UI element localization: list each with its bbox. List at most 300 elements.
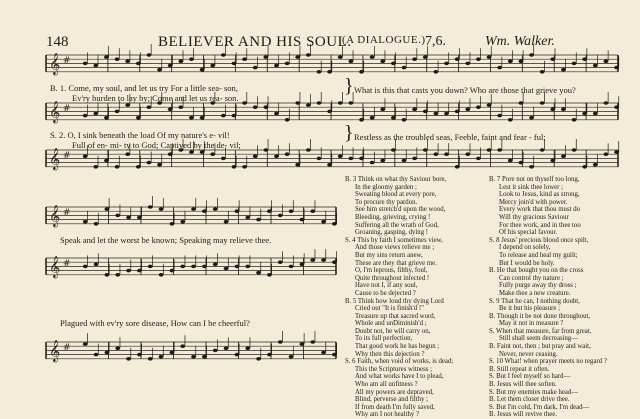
note-head [170, 351, 175, 355]
note-head [433, 112, 438, 116]
note-head [221, 114, 226, 118]
note-head [380, 108, 385, 112]
verse-line: Will thy gracious Saviour [499, 213, 569, 221]
note-head [604, 152, 609, 156]
verse-line: S. But I'm cold, I'm dark, I'm dead— [489, 403, 590, 411]
note-head [191, 265, 196, 269]
note-head [256, 271, 261, 275]
verse-line: Bleeding, grieving, crying ! [355, 213, 431, 221]
note-head [202, 209, 207, 213]
note-head [170, 222, 175, 226]
verse-line: This the Scriptures witness ; [355, 365, 433, 373]
verse-line: Suffering all the wrath of God, [355, 221, 439, 229]
note-head [105, 273, 110, 277]
note-head [300, 263, 305, 267]
note-head [380, 159, 385, 163]
note-head [148, 265, 153, 269]
note-head [391, 148, 396, 152]
clef-icon: 𝄞 [49, 256, 61, 278]
verse-line: Still shall seem decreasing— [499, 335, 579, 343]
note-head [235, 265, 240, 269]
note-head [593, 64, 598, 68]
verse-line: S. 6 Faith, when void of works, is dead; [345, 358, 454, 366]
note-head [253, 105, 258, 109]
verse-line: S. But my enemies make head— [489, 388, 579, 396]
note-head [115, 165, 120, 169]
note-head [300, 342, 305, 346]
verse-line: Why am I not healthy ? [355, 411, 419, 419]
verse-line: Can control thy nature ; [499, 274, 564, 282]
note-head [348, 60, 353, 64]
page-number: 148 [46, 34, 69, 50]
note-head [317, 101, 322, 105]
verse-line: Lest it sink thee lower ; [499, 183, 563, 191]
lyric-line: Full of en- mi- ty to God; Captived by the de- vil; [72, 140, 241, 150]
note-head [221, 157, 226, 161]
lyric-line: Ev'ry burden to lay by; Come and let us rea- son. [72, 93, 239, 103]
note-head [359, 118, 364, 122]
note-head [202, 355, 207, 359]
verse-line: But I would be holy. [499, 259, 555, 267]
note-head [593, 163, 598, 167]
verse-line: Whole and unDiminish'd ; [355, 320, 427, 328]
note-head [508, 60, 513, 64]
note-head [221, 53, 226, 57]
note-head [115, 57, 120, 61]
note-head [497, 114, 502, 118]
verse-line: If from death I'm fully saved, [355, 403, 435, 411]
note-head [83, 265, 88, 269]
note-head [317, 70, 322, 74]
note-head [232, 165, 237, 169]
verse-line: S. 4 This by faith I sometimes view, [345, 236, 443, 244]
note-head [614, 66, 619, 70]
note-head [321, 258, 326, 262]
note-head [540, 101, 545, 105]
note-head [147, 53, 152, 57]
note-head [267, 353, 272, 357]
note-head [189, 116, 194, 120]
verse-line: Why then this dejection ? [355, 350, 425, 358]
hymn-title: BELIEVER AND HIS SOUL. [158, 34, 352, 50]
verse-line: S. 8 Jesus' precious blood once spilt, [489, 236, 589, 244]
lyric-line: B. 1. Come, my soul, and let us try For a little sea- son, [50, 83, 238, 93]
note-head [550, 159, 555, 163]
note-head [126, 357, 131, 361]
note-head [476, 57, 481, 61]
note-head [359, 157, 364, 161]
note-head [232, 62, 237, 66]
verse-line: Every work that thou must do [499, 206, 580, 214]
note-head [245, 265, 250, 269]
lyric-line: S. 2. O, I sink beneath the load Of my nature's e- vil! [50, 130, 230, 140]
note-head [444, 152, 449, 156]
note-head [178, 60, 183, 64]
verse-line: Make thee a new creature. [499, 289, 571, 297]
key-signature-icon: # [63, 104, 71, 114]
verse-line: Of his special favour. [499, 229, 558, 237]
note-head [295, 55, 300, 59]
note-head [235, 353, 240, 357]
note-head [519, 60, 524, 64]
note-head [529, 116, 534, 120]
note-head [213, 207, 218, 211]
hymn-subtitle: (A DIALOGUE.) [342, 34, 426, 46]
note-head [433, 70, 438, 74]
note-head [321, 220, 326, 224]
note-head [115, 110, 120, 114]
clef-icon: 𝄞 [49, 101, 61, 123]
verse-line: S. When that measure, far from great, [489, 327, 592, 335]
verse-line: O, I'm leprous, filthy, foul, [355, 267, 428, 275]
lyric-line: Speak and let the worst be known; Speaking may relieve thee. [60, 235, 272, 245]
note-head [497, 148, 502, 152]
verse-line: Who am all unfitness ? [355, 381, 418, 389]
key-signature-icon: # [63, 151, 71, 161]
verse-line: I depend on solely, [499, 244, 551, 252]
note-head [104, 55, 109, 59]
note-head [180, 265, 185, 269]
note-head [224, 267, 229, 271]
verse-line: B. He that bought you on the cross [489, 267, 584, 275]
note-head [529, 53, 534, 57]
note-head [582, 112, 587, 116]
note-head [412, 108, 417, 112]
note-head [465, 152, 470, 156]
note-head [157, 68, 162, 72]
note-head [189, 150, 194, 154]
note-head [224, 347, 229, 351]
note-head [147, 161, 152, 165]
verse-line: May it not in measure ? [499, 320, 564, 328]
note-head [245, 216, 250, 220]
note-head [465, 62, 470, 66]
note-head [338, 101, 343, 105]
note-head [423, 55, 428, 59]
verse-line: Groaning, gasping, dying ! [355, 229, 429, 237]
note-head [332, 222, 337, 226]
verse-line: Cause to be dejected ? [355, 289, 416, 297]
note-head [242, 165, 247, 169]
note-head [93, 112, 98, 116]
note-head [455, 165, 460, 169]
note-head [370, 161, 375, 165]
note-head [202, 265, 207, 269]
note-head [278, 340, 283, 344]
note-head [306, 148, 311, 152]
note-head [582, 165, 587, 169]
verse-line: In the gloomy garden ; [355, 183, 417, 191]
brace-icon: } [344, 75, 354, 97]
note-head [253, 66, 258, 70]
note-head [572, 148, 577, 152]
note-head [115, 273, 120, 277]
lyric-line: Plagued with ev'ry sore disease, How can I be cheerful? [60, 318, 250, 328]
note-head [137, 269, 142, 273]
note-head [285, 118, 290, 122]
note-head [348, 157, 353, 161]
note-head [213, 263, 218, 267]
note-head [125, 152, 130, 156]
note-head [137, 216, 142, 220]
note-head [83, 342, 88, 346]
note-head [433, 152, 438, 156]
note-head [191, 355, 196, 359]
note-head [168, 64, 173, 68]
note-head [253, 155, 258, 159]
note-head [310, 258, 315, 262]
note-head [614, 105, 619, 109]
verse-line: But my sins return anew, [355, 251, 423, 259]
note-head [168, 152, 173, 156]
verse-line: B. 7 Pore not on thyself too long, [489, 176, 580, 183]
note-head [540, 70, 545, 74]
verse-line: Never, never ceasing. [499, 350, 558, 358]
key-signature-icon: # [63, 208, 71, 218]
note-head [391, 62, 396, 66]
note-head [105, 351, 110, 355]
verse-line: S. 10 What! when prayer meets no regard ? [489, 358, 607, 366]
note-head [306, 103, 311, 107]
verse-line: Have not I, if any soul, [355, 282, 418, 290]
note-head [274, 64, 279, 68]
note-head [267, 209, 272, 213]
note-head [289, 209, 294, 213]
verse-line: Doubt not, he will carry on, [355, 327, 431, 335]
note-head [136, 62, 141, 66]
note-head [125, 103, 130, 107]
note-head [561, 108, 566, 112]
note-head [423, 110, 428, 114]
verse-line: B. Faint not, then ; but pray and wait, [489, 343, 591, 351]
note-head [180, 220, 185, 224]
note-head [455, 110, 460, 114]
note-head [104, 159, 109, 163]
note-head [94, 222, 99, 226]
note-head [380, 60, 385, 64]
note-head [582, 57, 587, 61]
note-head [508, 118, 513, 122]
note-head [159, 207, 164, 211]
note-head [487, 103, 492, 107]
note-head [455, 57, 460, 61]
note-head [210, 152, 215, 156]
verse-line: To release and heal my guilt; [499, 251, 578, 259]
note-head [593, 112, 598, 116]
note-head [359, 70, 364, 74]
note-head [105, 207, 110, 211]
note-head [147, 105, 152, 109]
note-head [370, 55, 375, 59]
note-head [200, 116, 205, 120]
note-head [604, 60, 609, 64]
clef-icon: 𝄞 [49, 53, 61, 75]
note-head [289, 265, 294, 269]
note-head [402, 66, 407, 70]
note-head [235, 209, 240, 213]
note-head [519, 161, 524, 165]
verse-line: B. Though it be not done throughout, [489, 312, 591, 320]
note-head [310, 340, 315, 344]
key-signature-icon: # [63, 343, 71, 353]
note-head [295, 163, 300, 167]
note-head [115, 214, 120, 218]
note-head [245, 347, 250, 351]
note-head [561, 68, 566, 72]
note-head [550, 57, 555, 61]
hymn-meter: 7,6. [425, 34, 446, 49]
verse-line: And what works have I to plead, [355, 373, 444, 381]
note-head [256, 218, 261, 222]
note-head [444, 62, 449, 66]
verse-line: Quite throughout infected ! [355, 274, 430, 282]
note-head [178, 105, 183, 109]
note-head [191, 207, 196, 211]
note-head [136, 165, 141, 169]
verse-line: Cried out "It is finish'd !" [355, 305, 424, 313]
note-head [232, 114, 237, 118]
verses-column-2 [489, 176, 607, 419]
verse-line: B. Jesus will thee soften. [489, 381, 557, 389]
note-head [540, 148, 545, 152]
note-head [263, 105, 268, 109]
note-head [200, 68, 205, 72]
note-head [572, 118, 577, 122]
verse-line: Look to Jesus, kind as strong, [499, 191, 580, 199]
note-head [306, 53, 311, 57]
note-head [327, 163, 332, 167]
note-head [338, 55, 343, 59]
note-head [332, 260, 337, 264]
verse-line: B. 5 Think how loud thy dying Lord [345, 297, 444, 305]
note-head [263, 148, 268, 152]
note-head [168, 108, 173, 112]
note-head [391, 116, 396, 120]
note-head [189, 57, 194, 61]
verse-line: All my powers are depraved, [355, 388, 434, 396]
verse-line: See him stretch'd upon the wood, [355, 206, 446, 214]
composer-name: Wm. Walker. [485, 34, 555, 49]
note-head [93, 165, 98, 169]
lyric-line: Restless as the troubled seas, Feeble, faint and fear - ful; [354, 132, 546, 142]
note-head [159, 273, 164, 277]
note-head [497, 66, 502, 70]
verse-line: And those views relieve me ; [355, 244, 435, 252]
note-head [83, 114, 88, 118]
verse-line: Blind, perverse and filthy ; [355, 396, 429, 404]
note-head [332, 353, 337, 357]
note-head [444, 112, 449, 116]
note-head [550, 108, 555, 112]
note-head [423, 148, 428, 152]
note-head [321, 351, 326, 355]
verse-line: These are they that grieve me. [355, 259, 437, 267]
note-head [529, 165, 534, 169]
verse-line: B. Jesus will revive thee. [489, 411, 557, 419]
clef-icon: 𝄞 [49, 340, 61, 362]
note-head [267, 273, 272, 277]
note-head [94, 263, 99, 267]
note-head [148, 205, 153, 209]
note-head [210, 64, 215, 68]
note-head [180, 344, 185, 348]
note-head [137, 353, 142, 357]
note-head [83, 62, 88, 66]
note-head [94, 353, 99, 357]
note-head [476, 105, 481, 109]
note-head [83, 155, 88, 159]
note-head [317, 157, 322, 161]
verse-line: S. But I feel myself so hard— [489, 373, 571, 381]
verse-line: Sweating blood at every pore, [355, 191, 437, 199]
note-head [487, 55, 492, 59]
note-head [285, 62, 290, 66]
note-head [487, 148, 492, 152]
note-head [170, 269, 175, 273]
note-head [370, 116, 375, 120]
note-head [263, 55, 268, 59]
note-head [213, 349, 218, 353]
verse-line: That good work he has begun ; [355, 343, 440, 351]
clef-icon: 𝄞 [49, 148, 61, 170]
note-head [224, 220, 229, 224]
note-head [348, 101, 353, 105]
note-head [278, 260, 283, 264]
lyric-line: What is this that casts you down? Who are those that grieve you? [354, 85, 576, 95]
note-head [242, 57, 247, 61]
note-head [136, 116, 141, 120]
note-head [412, 57, 417, 61]
note-head [327, 110, 332, 114]
note-head [310, 209, 315, 213]
note-head [295, 101, 300, 105]
verse-line: Treasure up that sacred word, [355, 312, 436, 320]
note-head [126, 216, 131, 220]
key-signature-icon: # [63, 259, 71, 269]
verse-line: To procure thy pardon. [355, 198, 418, 206]
note-head [93, 64, 98, 68]
verse-line: S. 9 That he can, I nothing doubt, [489, 297, 580, 305]
clef-icon: 𝄞 [49, 205, 61, 227]
note-head [256, 357, 261, 361]
verse-line: B. 3 Think on what thy Saviour bore, [345, 176, 447, 183]
verse-line: Be it but his pleasure ; [499, 305, 560, 313]
key-signature-icon: # [63, 56, 71, 66]
verse-line: B. Let them closer drive thee. [489, 396, 570, 404]
note-head [285, 152, 290, 156]
note-head [83, 220, 88, 224]
note-head [402, 159, 407, 163]
note-head [159, 355, 164, 359]
note-head [104, 116, 109, 120]
note-head [327, 70, 332, 74]
brace-icon: } [344, 122, 354, 144]
note-head [412, 157, 417, 161]
note-head [402, 118, 407, 122]
verse-line: For thee work, and in thee too [499, 221, 581, 229]
note-head [476, 157, 481, 161]
note-head [115, 347, 120, 351]
note-head [126, 269, 131, 273]
note-head [519, 101, 524, 105]
note-head [289, 355, 294, 359]
note-head [274, 155, 279, 159]
verse-line: Fully purge away thy dross ; [499, 282, 577, 290]
verses-column-1 [345, 176, 453, 419]
note-head [508, 159, 513, 163]
note-head [614, 150, 619, 154]
note-head [200, 150, 205, 154]
